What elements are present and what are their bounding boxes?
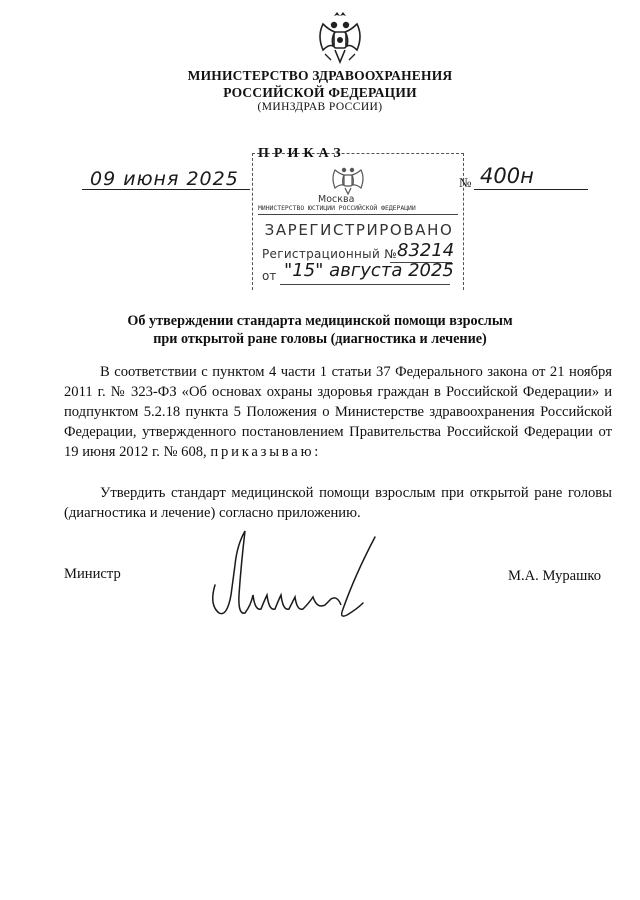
ministry-short-name: (МИНЗДРАВ РОССИИ) <box>257 101 383 113</box>
handwritten-signature-icon <box>205 525 385 635</box>
order-word: приказываю: <box>210 444 322 460</box>
stamp-from-date: "15" августа 2025 <box>284 260 454 281</box>
body-paragraph-1 <box>64 362 612 462</box>
stamp-coat-of-arms-icon <box>330 162 366 196</box>
stamp-registered: ЗАРЕГИСТРИРОВАНО <box>264 221 454 239</box>
signatory-name: М.А. Мурашко <box>508 568 602 584</box>
stamp-reg-number-label: Регистрационный № <box>262 247 397 261</box>
order-title: ПРИКАЗ <box>258 146 346 161</box>
order-number: 400н <box>480 164 534 188</box>
body-paragraph-2: Утвердить стандарт медицинской помощи взрослым при открытой ране головы (диагностика и лечение) согласно приложению. <box>64 485 612 521</box>
stamp-reg-number: 83214 <box>397 240 455 261</box>
order-number-label: № <box>459 175 472 190</box>
ministry-name-line2: РОССИЙСКОЙ ФЕДЕРАЦИИ <box>223 85 417 100</box>
russian-coat-of-arms-icon <box>315 10 365 66</box>
stamp-divider <box>258 214 458 215</box>
stamp-organization: МИНИСТЕРСТВО ЮСТИЦИИ РОССИЙСКОЙ ФЕДЕРАЦИИ <box>258 204 416 212</box>
document-heading-line2: при открытой ране головы (диагностика и лечение) <box>153 331 487 347</box>
signatory-position: Министр <box>64 566 121 582</box>
ministry-name-line1: МИНИСТЕРСТВО ЗДРАВООХРАНЕНИЯ <box>187 68 453 83</box>
number-underline <box>474 189 588 190</box>
date-underline <box>82 189 250 190</box>
body-paragraph-1-text: В соответствии с пунктом 4 части 1 статьи 37 Федерального закона от 21 ноября 2011 г. № 323-ФЗ «Об основах охраны здоровья граждан в Российской Федерации» и подпунктом 5.2.18 пункта 5 Положения о Министерстве здравоохранения Российской Федерации, утвержденного постановлением Правительства Российской Федерации от 19 июня 2012 г. № 608, <box>64 364 612 460</box>
stamp-from-date-underline <box>280 284 450 285</box>
stamp-city: Москва <box>318 194 355 205</box>
stamp-from-label: от <box>262 269 277 283</box>
document-heading-line1: Об утверждении стандарта медицинской помощи взрослым <box>127 313 513 329</box>
order-date: 09 июня 2025 <box>90 168 239 190</box>
